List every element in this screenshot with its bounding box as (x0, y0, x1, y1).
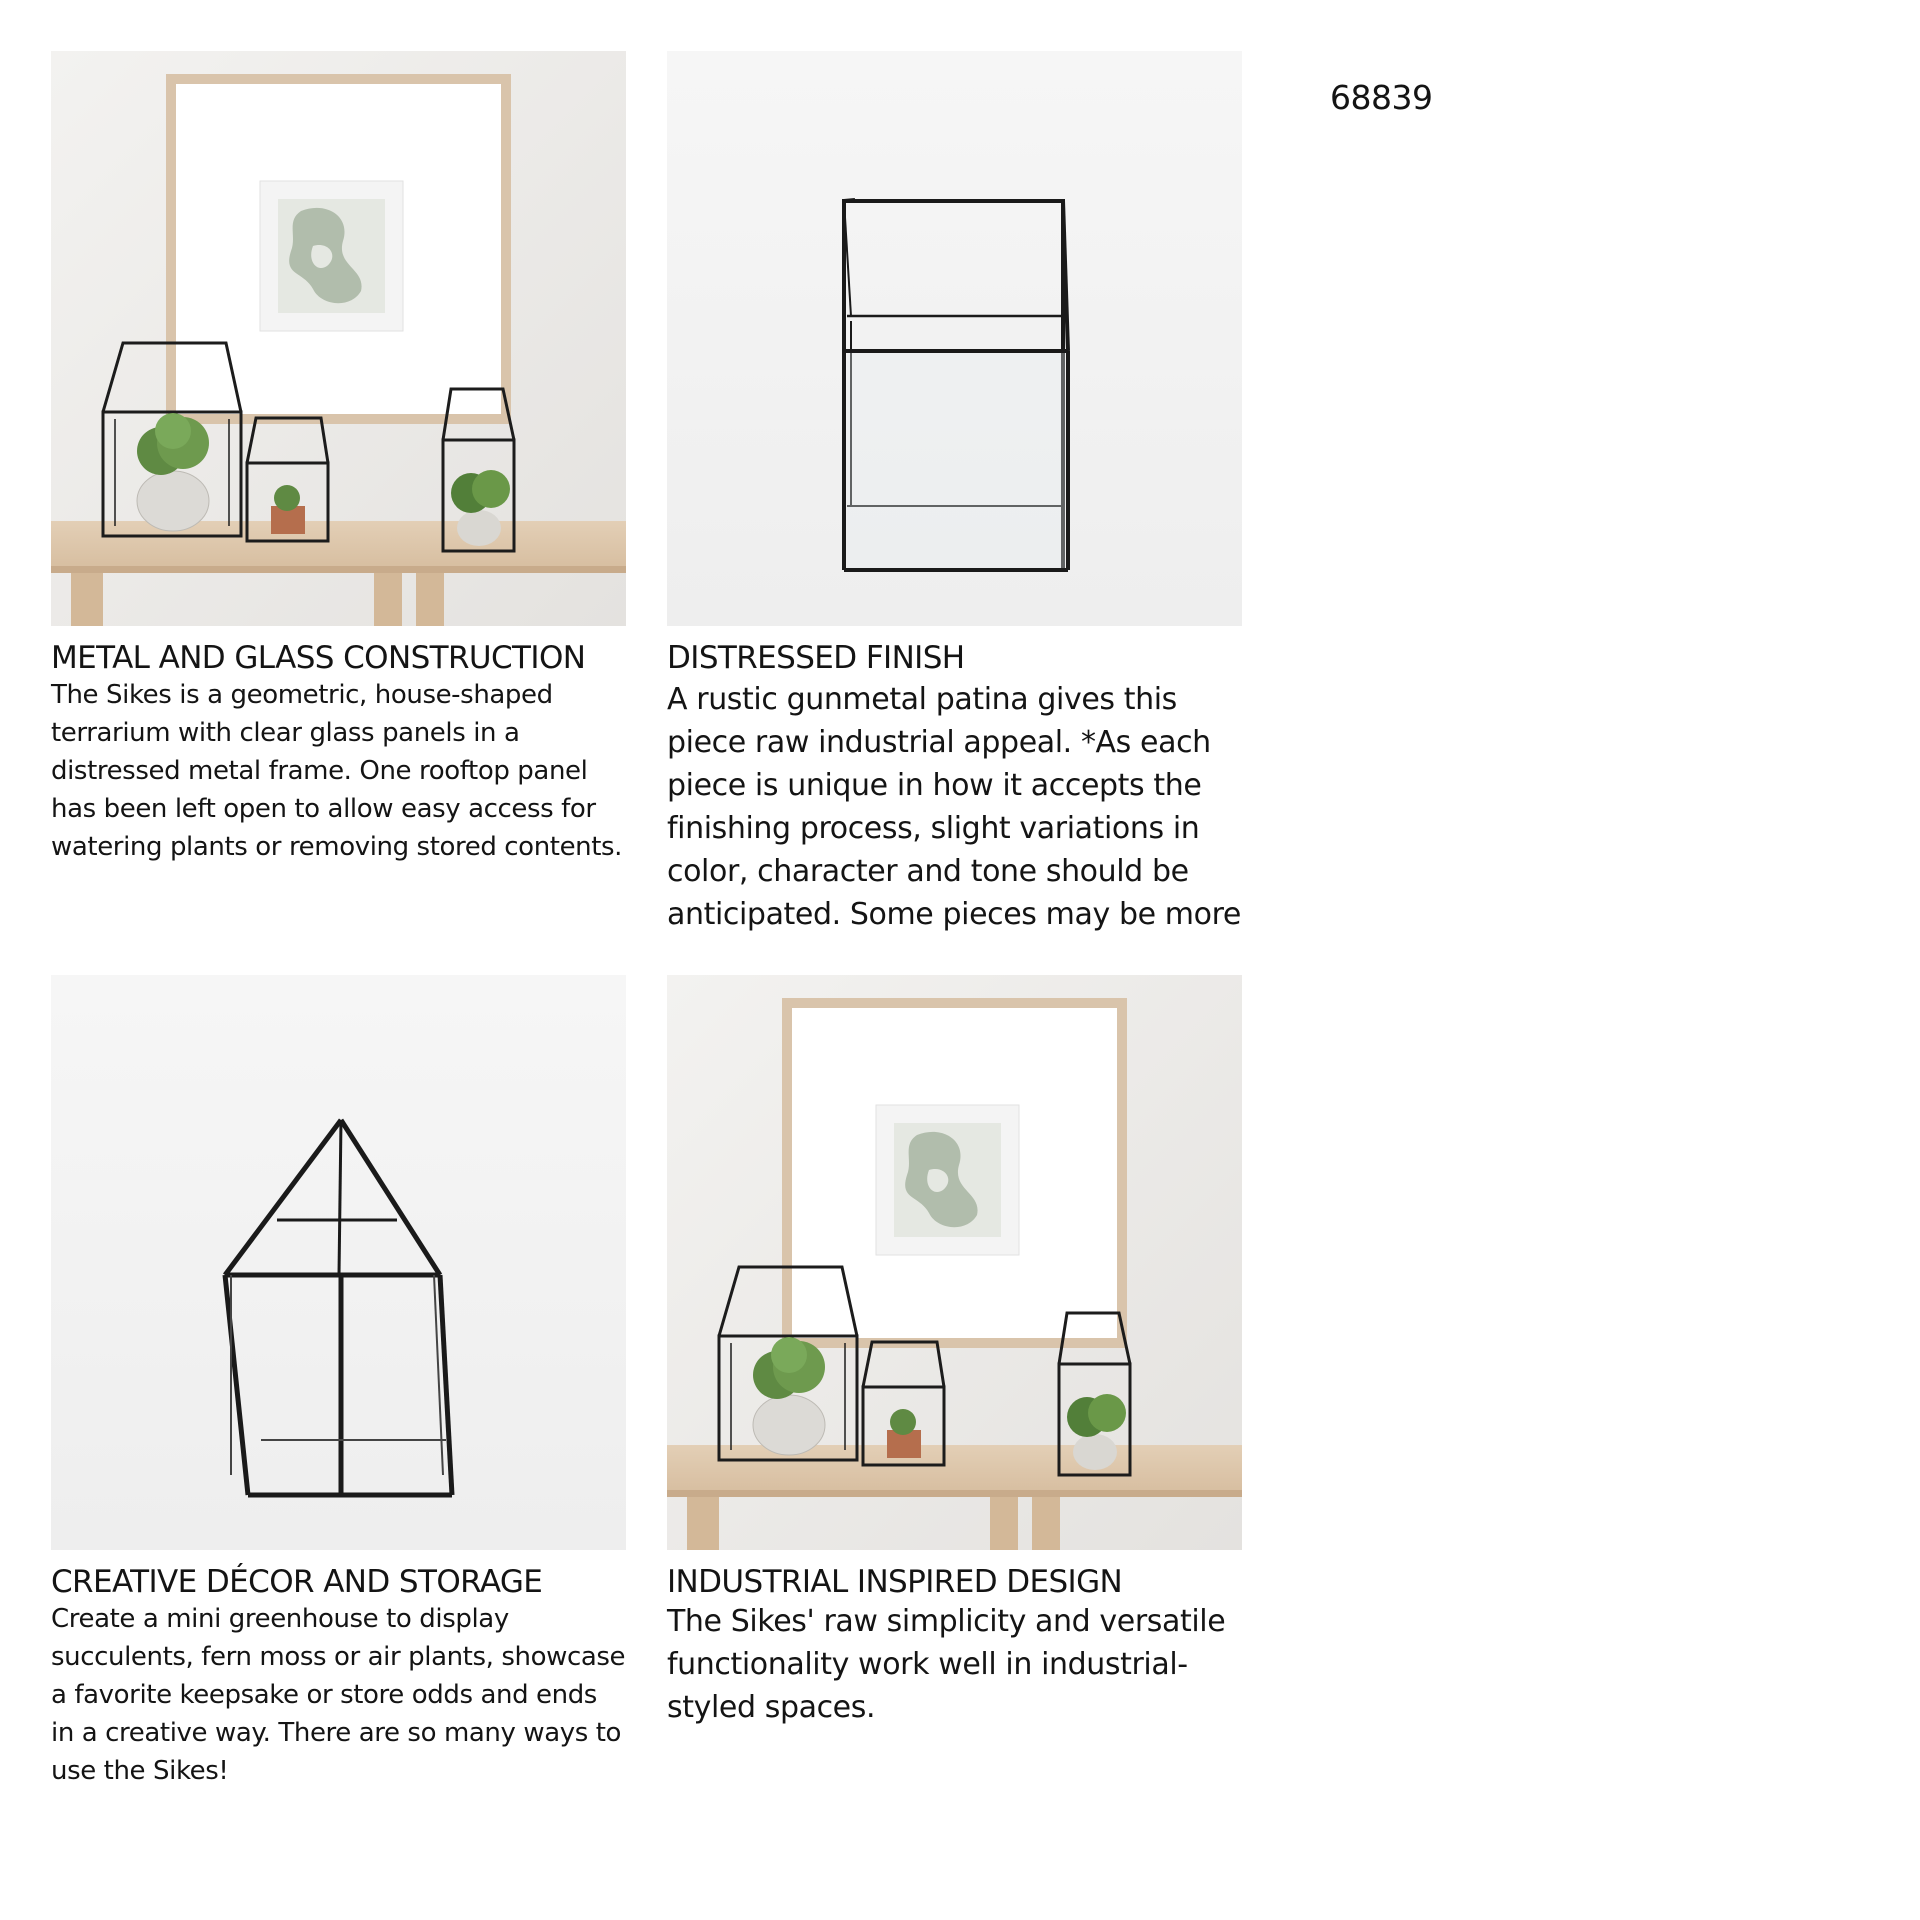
feature-card-distressed-finish (667, 51, 1242, 938)
feature-description: Create a mini greenhouse to display succulents, fern moss or air plants, showcase a favorite keepsake or store odds and ends in a creative way. There are so many ways to use the Sikes! (51, 1604, 626, 1786)
feature-card-creative-decor (51, 975, 626, 1790)
feature-description: A rustic gunmetal patina gives this piece raw industrial appeal. *As each piece is unique in how it accepts the finishing process, slight variations in color, character and tone should be anticipated. Some pieces may be more (667, 682, 1241, 932)
product-photo-styled (51, 51, 626, 626)
feature-description: The Sikes is a geometric, house-shaped terrarium with clear glass panels in a distressed metal frame. One rooftop panel has been left open to allow easy access for watering plants or removing stored contents. (51, 680, 623, 862)
terrarium-trio-image (51, 51, 626, 626)
product-sku: 68839 (1330, 78, 1433, 117)
product-photo-styled (667, 975, 1242, 1550)
product-photo-front (667, 51, 1242, 626)
feature-heading: DISTRESSED FINISH (667, 640, 965, 676)
feature-heading: CREATIVE DÉCOR AND STORAGE (51, 1564, 543, 1600)
feature-heading: INDUSTRIAL INSPIRED DESIGN (667, 1564, 1123, 1600)
product-photo-angle (51, 975, 626, 1550)
feature-card-industrial-design (667, 975, 1242, 1729)
terrarium-angle-image (51, 975, 626, 1550)
terrarium-trio-image (667, 975, 1242, 1550)
feature-card-metal-glass (51, 51, 626, 866)
feature-heading: METAL AND GLASS CONSTRUCTION (51, 640, 586, 676)
terrarium-front-image (667, 51, 1242, 626)
feature-description: The Sikes' raw simplicity and versatile functionality work well in industrial-styled spaces. (667, 1604, 1226, 1725)
